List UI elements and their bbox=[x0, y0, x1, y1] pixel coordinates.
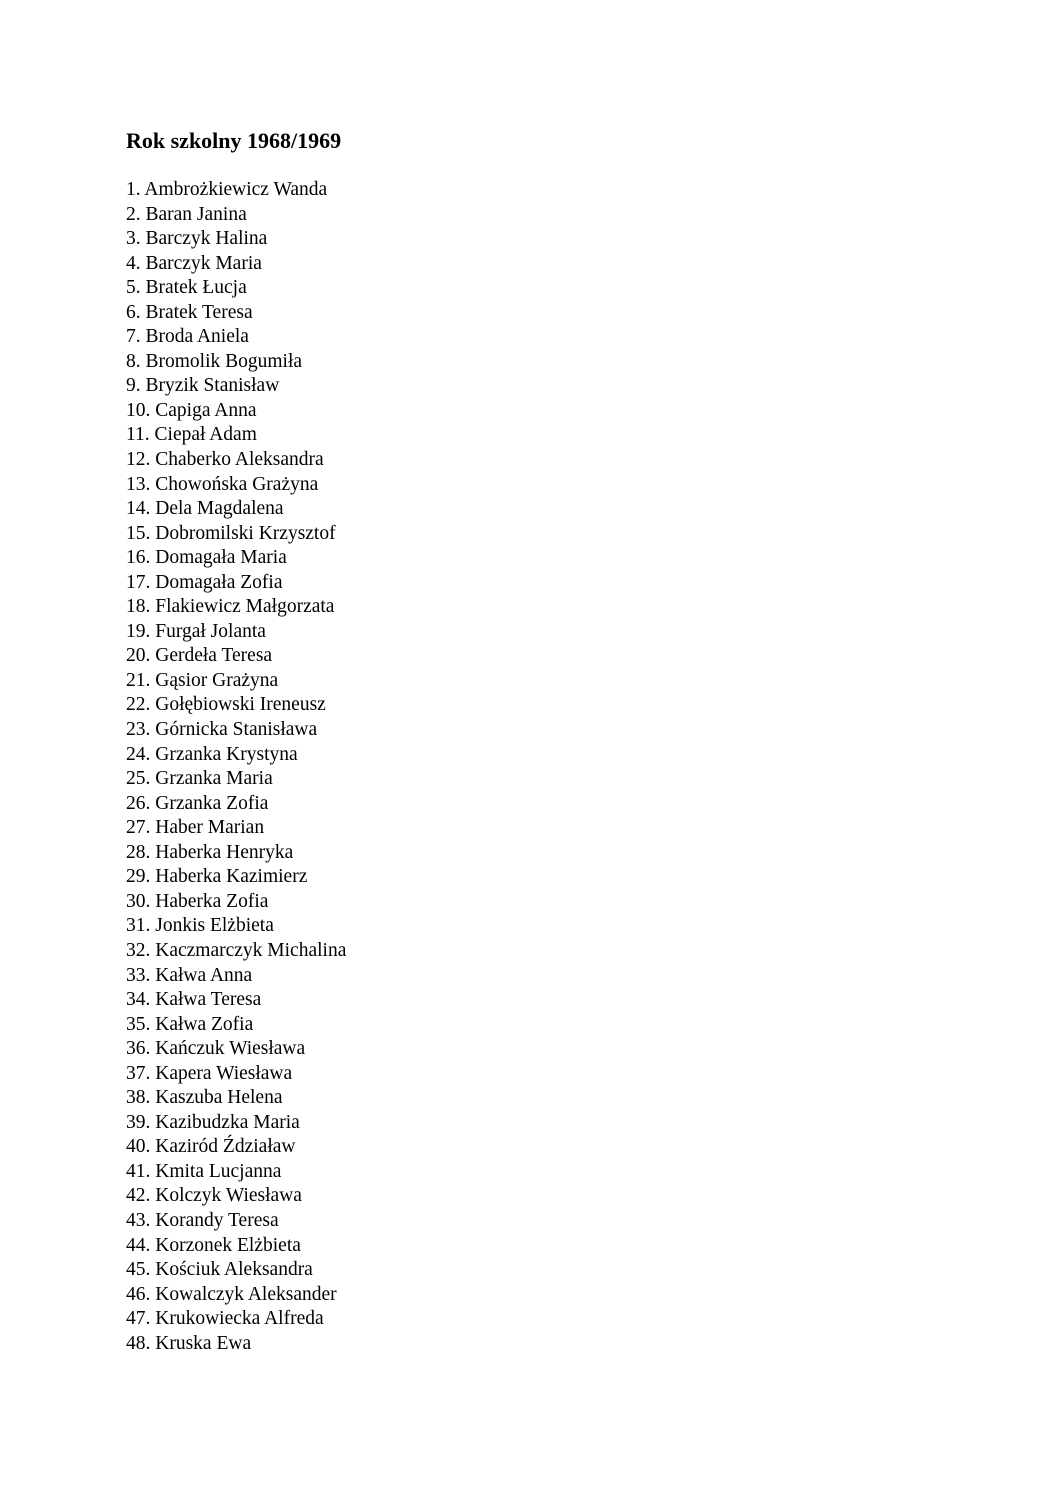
list-item: 31. Jonkis Elżbieta bbox=[126, 915, 274, 937]
list-item: 19. Furgał Jolanta bbox=[126, 620, 266, 642]
list-item: 22. Gołębiowski Ireneusz bbox=[126, 694, 326, 716]
list-item: 48. Kruska Ewa bbox=[126, 1332, 252, 1354]
list-item: 4. Barczyk Maria bbox=[126, 252, 262, 274]
list-item: 3. Barczyk Halina bbox=[126, 228, 268, 250]
list-item: 37. Kapera Wiesława bbox=[126, 1062, 293, 1084]
list-item: 12. Chaberko Aleksandra bbox=[126, 449, 324, 471]
list-item: 5. Bratek Łucja bbox=[126, 277, 247, 299]
list-item: 45. Kościuk Aleksandra bbox=[126, 1259, 313, 1281]
list-item: 41. Kmita Lucjanna bbox=[126, 1160, 282, 1182]
list-item: 32. Kaczmarczyk Michalina bbox=[126, 939, 347, 961]
list-item: 1. Ambrożkiewicz Wanda bbox=[126, 179, 328, 200]
list-item: 18. Flakiewicz Małgorzata bbox=[126, 596, 335, 618]
list-item: 40. Kaziród Ździaław bbox=[126, 1136, 296, 1158]
list-item: 24. Grzanka Krystyna bbox=[126, 743, 298, 765]
list-item: 7. Broda Aniela bbox=[126, 326, 249, 348]
list-item: 27. Haber Marian bbox=[126, 817, 265, 839]
list-item: 15. Dobromilski Krzysztof bbox=[126, 522, 336, 544]
list-item: 21. Gąsior Grażyna bbox=[126, 669, 279, 691]
list-item: 11. Ciepał Adam bbox=[126, 424, 257, 446]
list-item: 30. Haberka Zofia bbox=[126, 890, 269, 912]
list-item: 26. Grzanka Zofia bbox=[126, 792, 269, 814]
list-item: 25. Grzanka Maria bbox=[126, 768, 273, 790]
list-item: 34. Kałwa Teresa bbox=[126, 989, 262, 1011]
list-item: 38. Kaszuba Helena bbox=[126, 1087, 283, 1109]
list-item: 28. Haberka Henryka bbox=[126, 841, 294, 863]
list-item: 9. Bryzik Stanisław bbox=[126, 375, 280, 397]
list-item: 35. Kałwa Zofia bbox=[126, 1013, 254, 1035]
list-item: 17. Domagała Zofia bbox=[126, 571, 283, 593]
list-item: 23. Górnicka Stanisława bbox=[126, 719, 318, 741]
list-item: 8. Bromolik Bogumiła bbox=[126, 350, 303, 372]
list-item: 42. Kolczyk Wiesława bbox=[126, 1185, 302, 1207]
list-item: 13. Chowońska Grażyna bbox=[126, 473, 319, 495]
list-item: 44. Korzonek Elżbieta bbox=[126, 1234, 301, 1256]
list-item: 43. Korandy Teresa bbox=[126, 1209, 279, 1231]
list-item: 39. Kazibudzka Maria bbox=[126, 1111, 300, 1133]
list-item: 14. Dela Magdalena bbox=[126, 498, 284, 520]
list-item: 47. Krukowiecka Alfreda bbox=[126, 1308, 324, 1330]
list-item: 2. Baran Janina bbox=[126, 203, 247, 225]
name-list bbox=[126, 178, 346, 1356]
list-item: 16. Domagała Maria bbox=[126, 547, 287, 569]
list-item: 20. Gerdeła Teresa bbox=[126, 645, 273, 667]
page-title: Rok szkolny 1968/1969 bbox=[126, 128, 342, 153]
list-item: 36. Kańczuk Wiesława bbox=[126, 1038, 306, 1060]
list-item: 10. Capiga Anna bbox=[126, 399, 257, 421]
list-item: 33. Kałwa Anna bbox=[126, 964, 253, 986]
list-item: 6. Bratek Teresa bbox=[126, 301, 253, 323]
list-item: 29. Haberka Kazimierz bbox=[126, 866, 308, 888]
list-item: 46. Kowalczyk Aleksander bbox=[126, 1283, 337, 1305]
